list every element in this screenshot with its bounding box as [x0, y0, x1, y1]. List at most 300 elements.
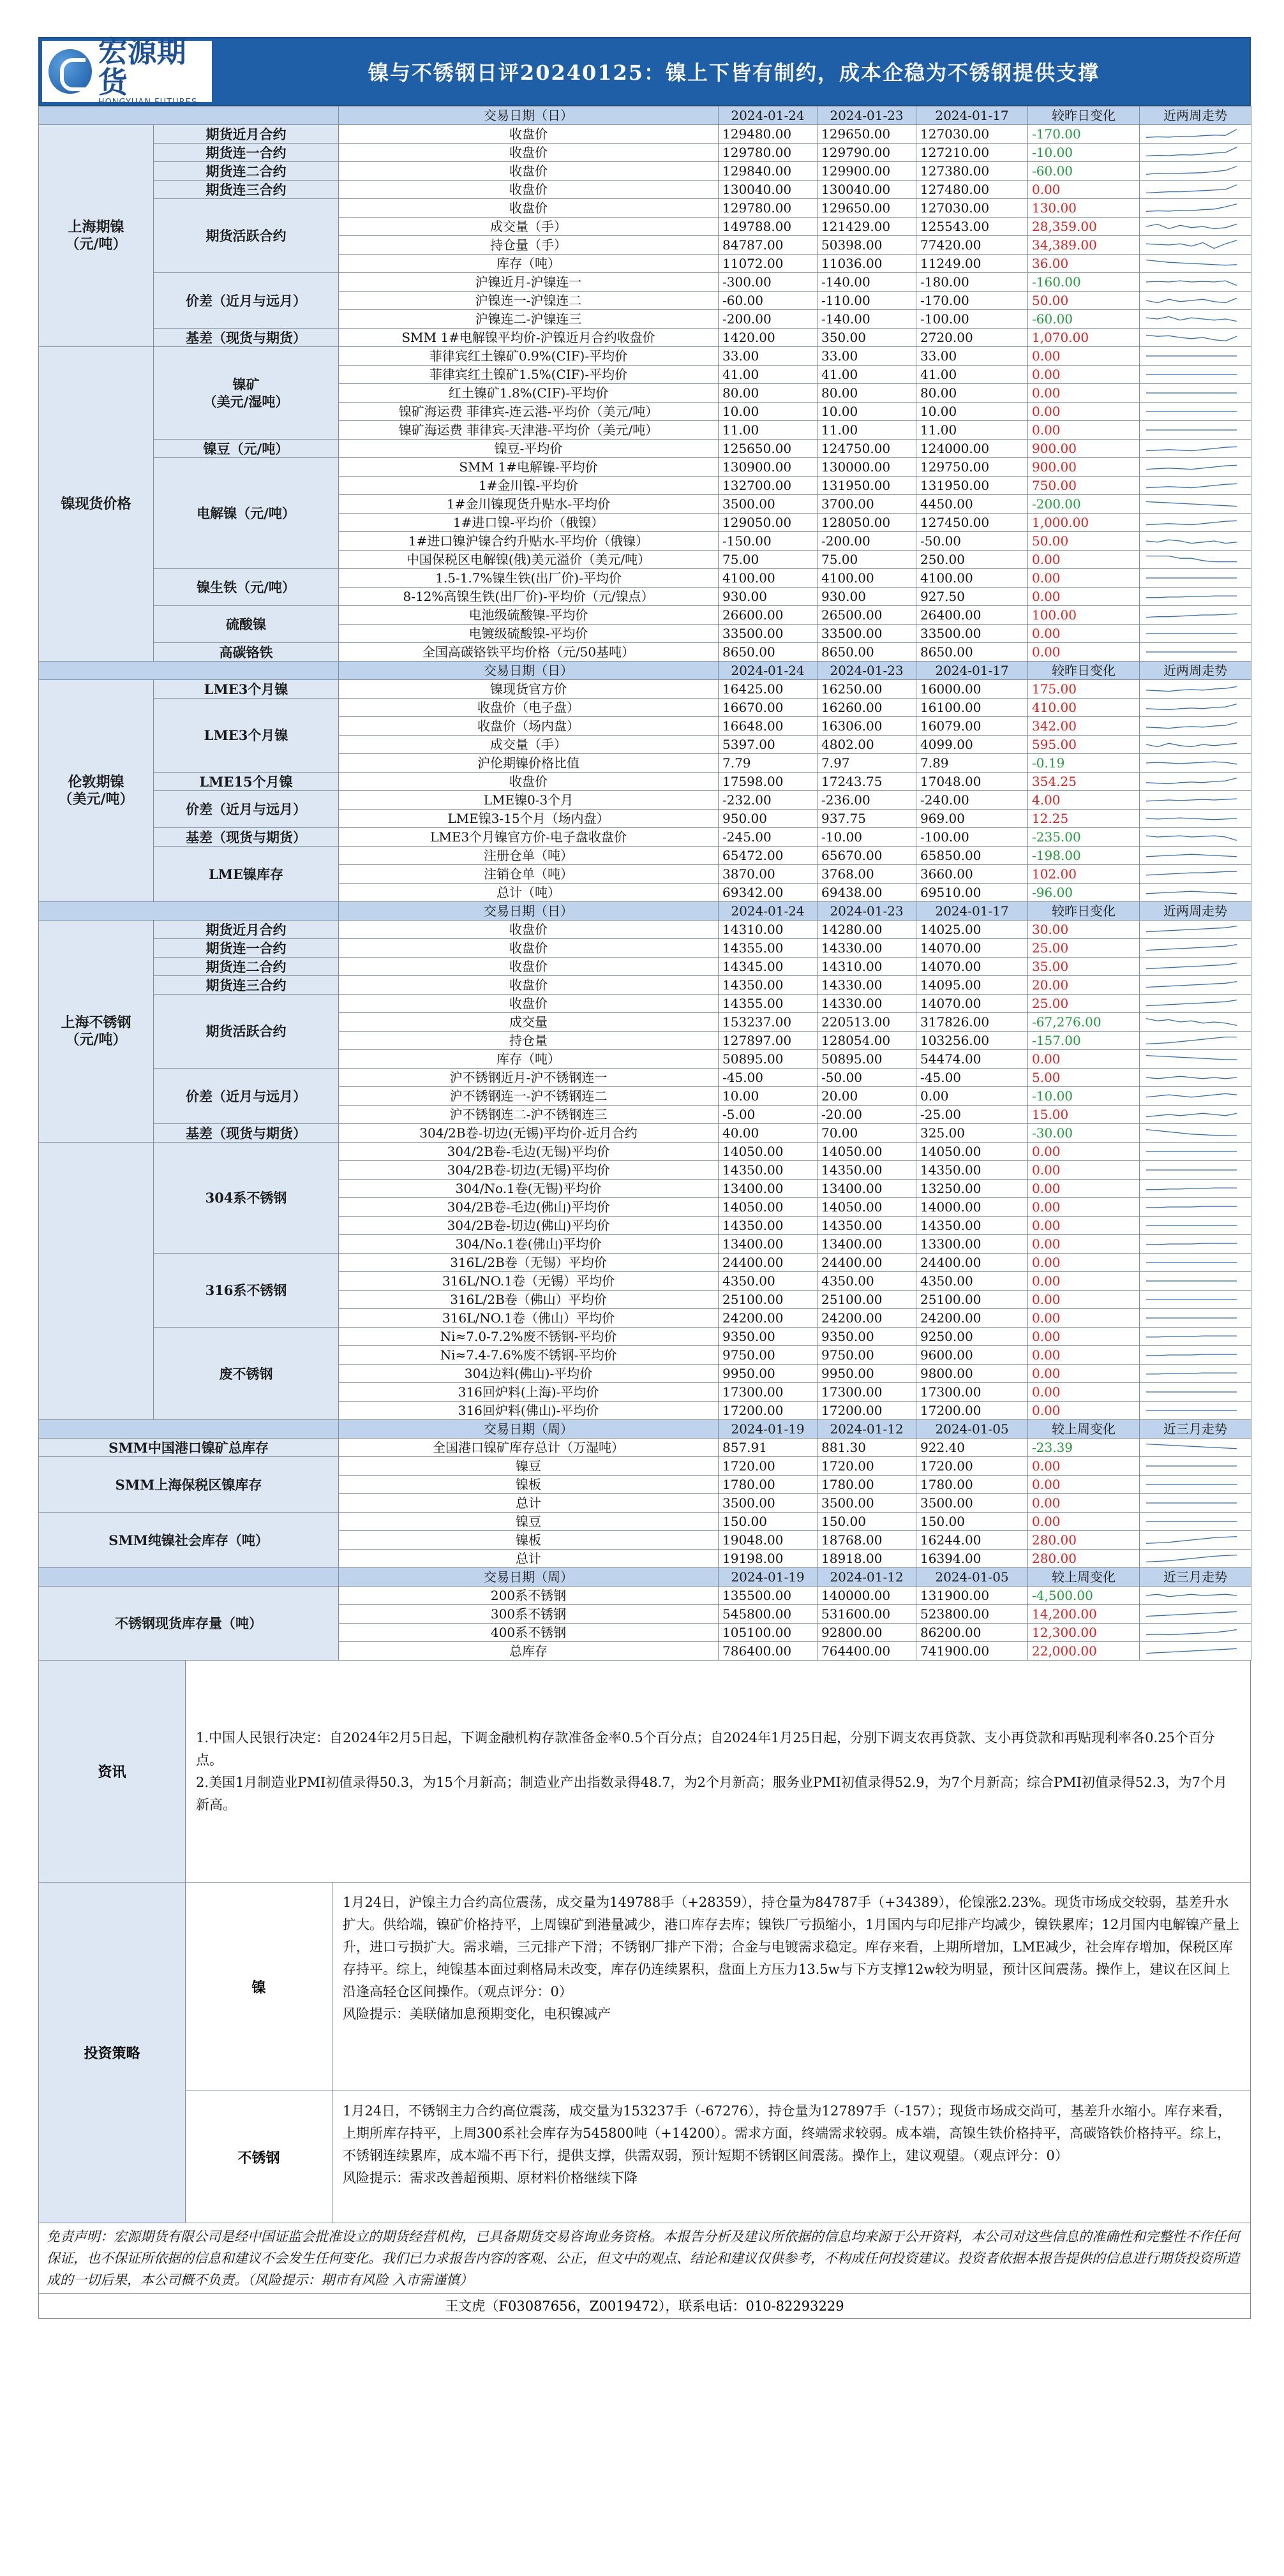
value-1: 14050.00	[719, 1198, 817, 1217]
sparkline-cell	[1140, 292, 1251, 310]
sparkline	[1144, 589, 1239, 604]
sparkline-cell	[1140, 347, 1251, 366]
value-2: 16306.00	[817, 717, 916, 736]
value-1: -300.00	[719, 273, 817, 292]
metric-label: 总计	[339, 1494, 719, 1513]
value-2: 4802.00	[817, 736, 916, 754]
value-3: 7.89	[916, 754, 1028, 773]
footer-section	[38, 2223, 1251, 2319]
value-1: 130040.00	[719, 181, 817, 199]
metric-label: 沪不锈钢近月-沪不锈钢连一	[339, 1069, 719, 1087]
value-3: 14350.00	[916, 1161, 1028, 1180]
metric-label: 1#进口镍-平均价（俄镍）	[339, 514, 719, 532]
value-1: 80.00	[719, 384, 817, 403]
value-3: 127030.00	[916, 199, 1028, 218]
value-3: 14350.00	[916, 1217, 1028, 1235]
subcategory-cell: 镍豆（元/吨）	[154, 440, 339, 458]
metric-label: 304/2B卷-毛边(佛山)平均价	[339, 1198, 719, 1217]
metric-label: 收盘价（电子盘）	[339, 699, 719, 717]
value-1: 14350.00	[719, 976, 817, 995]
change-value: 0.00	[1028, 625, 1140, 643]
subcategory-cell: 镍矿 （美元/湿吨）	[154, 347, 339, 440]
change-value: 0.00	[1028, 366, 1140, 384]
sparkline-line	[1146, 1555, 1237, 1562]
value-3: 14070.00	[916, 939, 1028, 958]
metric-label: 304/2B卷-毛边(无锡)平均价	[339, 1143, 719, 1161]
metric-label: 收盘价	[339, 144, 719, 162]
strategy-label: 投资策略	[39, 1883, 186, 2223]
change-value: 750.00	[1028, 477, 1140, 495]
value-1: 129050.00	[719, 514, 817, 532]
metric-label: 中国保税区电解镍(俄)美元溢价（美元/吨）	[339, 551, 719, 569]
sparkline-line	[1146, 1093, 1237, 1097]
strategy-nickel-label: 镍	[186, 1883, 332, 2091]
metric-label: 镍豆	[339, 1457, 719, 1476]
value-3: 11249.00	[916, 255, 1028, 273]
header-date-1: 2024-01-19	[719, 1420, 817, 1439]
value-1: -232.00	[719, 791, 817, 810]
value-1: 19048.00	[719, 1531, 817, 1550]
value-3: 127210.00	[916, 144, 1028, 162]
change-value: -198.00	[1028, 847, 1140, 865]
sparkline-cell	[1140, 736, 1251, 754]
sparkline-cell	[1140, 1494, 1251, 1513]
change-value: 0.00	[1028, 1235, 1140, 1254]
sparkline	[1144, 1292, 1239, 1307]
header-blank	[39, 1568, 339, 1587]
table-row	[39, 1513, 1251, 1531]
metric-label: SMM 1#电解镍平均价-沪镍近月合约收盘价	[339, 329, 719, 347]
subcategory-cell: SMM中国港口镍矿总库存	[39, 1439, 339, 1457]
change-value: 0.00	[1028, 1476, 1140, 1494]
value-2: -200.00	[817, 532, 916, 551]
subcategory-cell: LME3个月镍	[154, 699, 339, 773]
header-date-3: 2024-01-05	[916, 1568, 1028, 1587]
metric-label: 库存（吨）	[339, 1050, 719, 1069]
value-3: 125543.00	[916, 218, 1028, 236]
sparkline	[1144, 1070, 1239, 1085]
value-1: 132700.00	[719, 477, 817, 495]
value-3: 86200.00	[916, 1624, 1028, 1642]
value-1: 11072.00	[719, 255, 817, 273]
sparkline-cell	[1140, 458, 1251, 477]
value-3: 127480.00	[916, 181, 1028, 199]
sparkline-line	[1146, 185, 1237, 193]
sparkline-cell	[1140, 1605, 1251, 1624]
value-3: 16100.00	[916, 699, 1028, 717]
table-row	[39, 1587, 1251, 1605]
metric-label: 316L/2B卷（佛山）平均价	[339, 1291, 719, 1309]
sparkline-cell	[1140, 162, 1251, 181]
sparkline	[1144, 1236, 1239, 1252]
sparkline-cell	[1140, 1106, 1251, 1124]
value-3: 3660.00	[916, 865, 1028, 884]
metric-label: 304/No.1卷(佛山)平均价	[339, 1235, 719, 1254]
sparkline-cell	[1140, 606, 1251, 625]
value-1: 25100.00	[719, 1291, 817, 1309]
change-value: 12,300.00	[1028, 1624, 1140, 1642]
sparkline-cell	[1140, 1124, 1251, 1143]
change-value: 0.00	[1028, 1180, 1140, 1198]
sparkline-cell	[1140, 310, 1251, 329]
value-3: 26400.00	[916, 606, 1028, 625]
change-value: 25.00	[1028, 995, 1140, 1013]
category-cell: 镍现货价格	[39, 347, 154, 662]
value-2: 11036.00	[817, 255, 916, 273]
table-row	[39, 1439, 1251, 1457]
sparkline-line	[1146, 596, 1237, 598]
value-1: 65472.00	[719, 847, 817, 865]
value-2: 16250.00	[817, 680, 916, 699]
value-3: 69510.00	[916, 884, 1028, 902]
sparkline	[1144, 792, 1239, 808]
sparkline-line	[1146, 1206, 1237, 1208]
disclaimer-text: 免责声明：宏源期货有限公司是经中国证监会批准设立的期货经营机构，已具备期货交易咨询业务资格。本报告分析及建议所依据的信息均来源于公开资料，本公司对这些信息的准确性和完整性不作任何保证，也不保证所依据的信息和建议不会发生任何变化。我们已力求报告内容的客观、公正，但文中的观点、结论和建议仅供参考，不构成任何投资建议。投资者依据本报告提供的信息进行期货投资所造成的一切后果，本公司概不负责。（风险提示：期市有风险 入市需谨慎）	[47, 2229, 1239, 2288]
value-2: 881.30	[817, 1439, 916, 1457]
section-header-row	[39, 1568, 1251, 1587]
value-1: 8650.00	[719, 643, 817, 662]
value-2: 128054.00	[817, 1032, 916, 1050]
change-value: 0.00	[1028, 347, 1140, 366]
value-2: 1780.00	[817, 1476, 916, 1494]
sparkline-line	[1146, 1611, 1237, 1616]
metric-label: 持仓量	[339, 1032, 719, 1050]
strategy-stainless-text: 1月24日，不锈钢主力合约高位震荡，成交量为153237手（-67276），持仓量为127897手（-157）；现货市场成交尚可，基差升水缩小。库存来看，上期所库存持平，上周300系社会库存为545800吨（+14200）。需求方面，终端需求较弱。成本端，高镍生铁价格持平，高碳铬铁价格持平。综上，不锈钢连续累库，成本端不再下行，提供支撑，供需双弱，预计短期不锈钢区间震荡。操作上，建议观望。（观点评分：0） 风险提示：需求改善超预期、原材料价格继续下降	[343, 2103, 1232, 2186]
subcategory-cell: 镍生铁（元/吨）	[154, 569, 339, 606]
value-2: 4100.00	[817, 569, 916, 588]
change-value: 354.25	[1028, 773, 1140, 791]
value-3: 1720.00	[916, 1457, 1028, 1476]
value-3: 317826.00	[916, 1013, 1028, 1032]
sparkline-line	[1146, 447, 1237, 450]
sparkline-line	[1146, 723, 1237, 729]
value-2: 14310.00	[817, 958, 916, 976]
value-2: 1720.00	[817, 1457, 916, 1476]
sparkline-cell	[1140, 569, 1251, 588]
value-2: 9750.00	[817, 1346, 916, 1365]
value-1: 9950.00	[719, 1365, 817, 1383]
value-2: 140000.00	[817, 1587, 916, 1605]
sparkline-cell	[1140, 1235, 1251, 1254]
change-value: 20.00	[1028, 976, 1140, 995]
subcategory-cell: 基差（现货与期货）	[154, 828, 339, 847]
value-1: 14310.00	[719, 921, 817, 939]
sparkline	[1144, 422, 1239, 438]
value-1: -200.00	[719, 310, 817, 329]
subcategory-cell: 期货近月合约	[154, 125, 339, 144]
sparkline	[1144, 126, 1239, 142]
sparkline-line	[1146, 1630, 1237, 1635]
sparkline	[1144, 644, 1239, 660]
change-value: 175.00	[1028, 680, 1140, 699]
change-value: 280.00	[1028, 1550, 1140, 1568]
value-3: 14095.00	[916, 976, 1028, 995]
change-value: 0.00	[1028, 1217, 1140, 1235]
sparkline-cell	[1140, 273, 1251, 292]
subcategory-cell: 304系不锈钢	[154, 1143, 339, 1254]
sparkline	[1144, 1162, 1239, 1178]
change-value: 1,000.00	[1028, 514, 1140, 532]
sparkline-line	[1146, 1243, 1237, 1245]
value-2: 14280.00	[817, 921, 916, 939]
sparkline	[1144, 1532, 1239, 1548]
value-2: 128050.00	[817, 514, 916, 532]
metric-label: 1#金川镍现货升贴水-平均价	[339, 495, 719, 514]
table-row	[39, 181, 1251, 199]
table-row	[39, 1069, 1251, 1087]
sparkline-cell	[1140, 791, 1251, 810]
sparkline-cell	[1140, 255, 1251, 273]
value-2: 92800.00	[817, 1624, 916, 1642]
subcategory-cell: 基差（现货与期货）	[154, 1124, 339, 1143]
sparkline-cell	[1140, 329, 1251, 347]
sparkline	[1144, 1440, 1239, 1455]
subcategory-cell: SMM纯镍社会库存（吨）	[39, 1513, 339, 1568]
sparkline	[1144, 1329, 1239, 1344]
value-3: 13300.00	[916, 1235, 1028, 1254]
change-value: 36.00	[1028, 255, 1140, 273]
sparkline-line	[1146, 963, 1237, 969]
sparkline	[1144, 1218, 1239, 1233]
sparkline	[1144, 977, 1239, 993]
metric-label: 304/2B卷-切边(无锡)平均价	[339, 1161, 719, 1180]
metric-label: 菲律宾红土镍矿1.5%(CIF)-平均价	[339, 366, 719, 384]
value-1: 69342.00	[719, 884, 817, 902]
header-date-3: 2024-01-17	[916, 107, 1028, 125]
sparkline-line	[1146, 316, 1237, 321]
sparkline-cell	[1140, 1587, 1251, 1605]
value-3: 969.00	[916, 810, 1028, 828]
logo-en: HONGYUAN FUTURES	[98, 97, 198, 107]
sparkline-cell	[1140, 1198, 1251, 1217]
sparkline-line	[1146, 1130, 1237, 1136]
value-1: 1720.00	[719, 1457, 817, 1476]
sparkline-cell	[1140, 1143, 1251, 1161]
sparkline	[1144, 626, 1239, 641]
value-3: 150.00	[916, 1513, 1028, 1531]
metric-label: 316L/2B卷（无锡）平均价	[339, 1254, 719, 1272]
sparkline-cell	[1140, 1550, 1251, 1568]
sparkline	[1144, 1125, 1239, 1141]
subcategory-cell: 高碳铬铁	[154, 643, 339, 662]
sparkline-cell	[1140, 1032, 1251, 1050]
change-value: 1,070.00	[1028, 329, 1140, 347]
change-value: 14,200.00	[1028, 1605, 1140, 1624]
category-cell: 上海不锈钢 （元/吨）	[39, 921, 154, 1143]
value-1: 129780.00	[719, 144, 817, 162]
sparkline	[1144, 1310, 1239, 1326]
value-1: 3500.00	[719, 495, 817, 514]
value-3: 4100.00	[916, 569, 1028, 588]
change-value: 0.00	[1028, 569, 1140, 588]
metric-label: Ni≈7.0-7.2%废不锈钢-平均价	[339, 1328, 719, 1346]
subcategory-cell: SMM上海保税区镍库存	[39, 1457, 339, 1513]
metric-label: 持仓量（手）	[339, 236, 719, 255]
value-2: 18768.00	[817, 1531, 916, 1550]
change-value: -23.39	[1028, 1439, 1140, 1457]
value-3: -100.00	[916, 310, 1028, 329]
value-3: 127380.00	[916, 162, 1028, 181]
value-1: 545800.00	[719, 1605, 817, 1624]
sparkline-line	[1146, 1056, 1237, 1060]
value-1: -60.00	[719, 292, 817, 310]
change-value: 4.00	[1028, 791, 1140, 810]
subcategory-cell: 价差（近月与远月）	[154, 273, 339, 329]
logo-text	[98, 36, 212, 107]
metric-label: 304/2B卷-切边(佛山)平均价	[339, 1217, 719, 1235]
sparkline-cell	[1140, 1402, 1251, 1420]
sparkline-line	[1146, 1594, 1237, 1597]
value-2: 4350.00	[817, 1272, 916, 1291]
metric-label: 镍矿海运费 菲律宾-连云港-平均价（美元/吨）	[339, 403, 719, 421]
value-1: 149788.00	[719, 218, 817, 236]
value-1: 17200.00	[719, 1402, 817, 1420]
sparkline	[1144, 681, 1239, 697]
value-2: 14330.00	[817, 995, 916, 1013]
sparkline-cell	[1140, 236, 1251, 255]
header-blank	[39, 1420, 339, 1439]
value-2: 17300.00	[817, 1383, 916, 1402]
sparkline-cell	[1140, 1624, 1251, 1642]
value-1: 153237.00	[719, 1013, 817, 1032]
sparkline-line	[1146, 501, 1237, 506]
value-2: 24400.00	[817, 1254, 916, 1272]
section-header-row	[39, 107, 1251, 125]
sparkline	[1144, 1643, 1239, 1659]
value-2: 50398.00	[817, 236, 916, 255]
value-3: 4350.00	[916, 1272, 1028, 1291]
sparkline-cell	[1140, 754, 1251, 773]
sparkline-cell	[1140, 1272, 1251, 1291]
news-body	[186, 1661, 1250, 1882]
value-2: 130040.00	[817, 181, 916, 199]
value-1: 930.00	[719, 588, 817, 606]
sparkline	[1144, 848, 1239, 863]
sparkline-line	[1146, 130, 1237, 138]
sparkline-cell	[1140, 939, 1251, 958]
header-change: 较昨日变化	[1028, 107, 1140, 125]
value-2: 13400.00	[817, 1235, 916, 1254]
change-value: -157.00	[1028, 1032, 1140, 1050]
sparkline	[1144, 1403, 1239, 1418]
value-1: 14355.00	[719, 995, 817, 1013]
sparkline	[1144, 755, 1239, 771]
table-row	[39, 1457, 1251, 1476]
sparkline-cell	[1140, 1013, 1251, 1032]
sparkline-cell	[1140, 1346, 1251, 1365]
sparkline	[1144, 1477, 1239, 1492]
header-blank	[39, 662, 339, 680]
value-3: 1780.00	[916, 1476, 1028, 1494]
value-3: 14000.00	[916, 1198, 1028, 1217]
sparkline-line	[1146, 540, 1237, 543]
sparkline	[1144, 922, 1239, 937]
table-row	[39, 347, 1251, 366]
value-3: 4450.00	[916, 495, 1028, 514]
table-row	[39, 773, 1251, 791]
sparkline	[1144, 1199, 1239, 1215]
change-value: 0.00	[1028, 1494, 1140, 1513]
change-value: 102.00	[1028, 865, 1140, 884]
change-value: 35.00	[1028, 958, 1140, 976]
change-value: -60.00	[1028, 162, 1140, 181]
sparkline	[1144, 274, 1239, 290]
subcategory-cell: 期货连一合约	[154, 939, 339, 958]
table-row	[39, 569, 1251, 588]
value-2: 3700.00	[817, 495, 916, 514]
header-date-1: 2024-01-19	[719, 1568, 817, 1587]
value-1: 4350.00	[719, 1272, 817, 1291]
metric-label: 300系不锈钢	[339, 1605, 719, 1624]
subcategory-cell: 期货连三合约	[154, 976, 339, 995]
value-1: 41.00	[719, 366, 817, 384]
change-value: 0.00	[1028, 181, 1140, 199]
subcategory-cell: 基差（现货与期货）	[154, 329, 339, 347]
header-date-1: 2024-01-24	[719, 107, 817, 125]
metric-label: 镍板	[339, 1476, 719, 1494]
subcategory-cell: 硫酸镍	[154, 606, 339, 643]
change-value: 0.00	[1028, 1272, 1140, 1291]
sparkline-cell	[1140, 366, 1251, 384]
sparkline-cell	[1140, 551, 1251, 569]
metric-label: 全国高碳铬铁平均价格（元/50基吨）	[339, 643, 719, 662]
table-row	[39, 606, 1251, 625]
strategy-nickel	[186, 1883, 1250, 2091]
sparkline-cell	[1140, 847, 1251, 865]
sparkline	[1144, 1014, 1239, 1030]
value-1: 5397.00	[719, 736, 817, 754]
metric-label: 316L/NO.1卷（佛山）平均价	[339, 1309, 719, 1328]
metric-label: 316回炉料(佛山)-平均价	[339, 1402, 719, 1420]
report-banner	[38, 34, 1251, 107]
value-1: 129780.00	[719, 199, 817, 218]
report-page	[38, 34, 1251, 2319]
sparkline-cell	[1140, 440, 1251, 458]
change-value: 50.00	[1028, 532, 1140, 551]
value-3: 80.00	[916, 384, 1028, 403]
header-date-label: 交易日期（周）	[339, 1420, 719, 1439]
change-value: 280.00	[1028, 1531, 1140, 1550]
value-1: 786400.00	[719, 1642, 817, 1661]
sparkline	[1144, 385, 1239, 401]
value-3: 922.40	[916, 1439, 1028, 1457]
value-1: 33.00	[719, 347, 817, 366]
metric-label: 注销仓单（吨）	[339, 865, 719, 884]
header-date-3: 2024-01-05	[916, 1420, 1028, 1439]
sparkline	[1144, 200, 1239, 216]
value-1: 84787.00	[719, 236, 817, 255]
metric-label: 全国港口镍矿库存总计（万湿吨）	[339, 1439, 719, 1457]
logo-cn: 宏源期货	[98, 34, 186, 100]
sparkline-line	[1146, 1336, 1237, 1337]
sparkline-line	[1146, 1648, 1237, 1653]
change-value: 100.00	[1028, 606, 1140, 625]
value-1: 33500.00	[719, 625, 817, 643]
sparkline-line	[1146, 926, 1237, 932]
sparkline	[1144, 330, 1239, 345]
metric-label: 1.5-1.7%镍生铁(出厂价)-平均价	[339, 569, 719, 588]
sparkline-line	[1146, 614, 1237, 617]
table-row	[39, 440, 1251, 458]
sparkline	[1144, 552, 1239, 567]
sparkline-line	[1146, 1354, 1237, 1356]
change-value: 0.00	[1028, 421, 1140, 440]
sparkline-cell	[1140, 865, 1251, 884]
sparkline-cell	[1140, 384, 1251, 403]
sparkline	[1144, 459, 1239, 475]
metric-label: SMM 1#电解镍-平均价	[339, 458, 719, 477]
value-1: 127897.00	[719, 1032, 817, 1050]
